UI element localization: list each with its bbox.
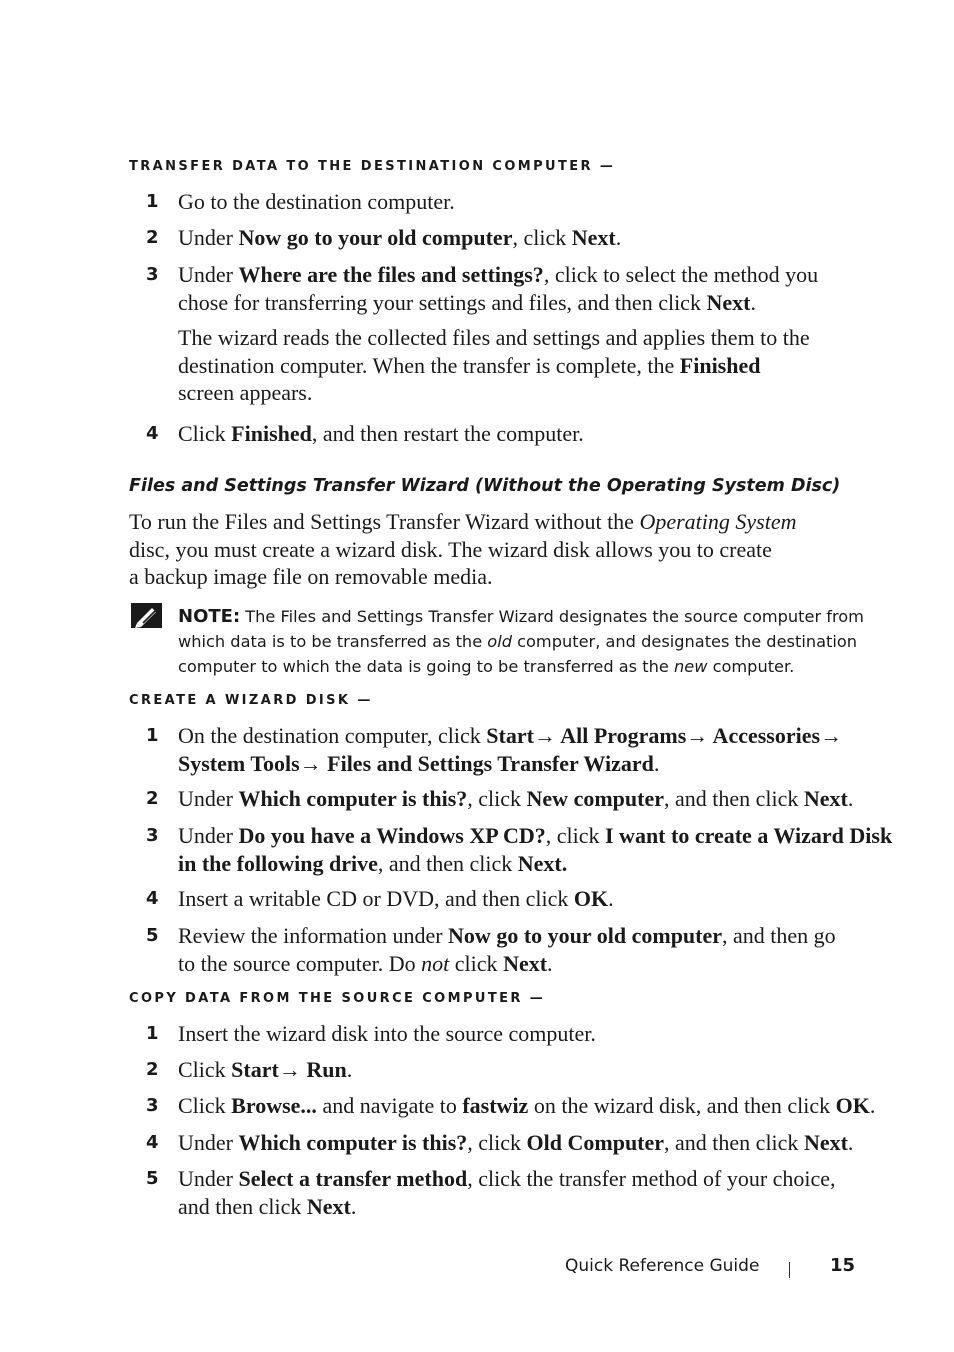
bold-run: OK: [573, 886, 609, 911]
bold-run: Now go to your old computer: [448, 923, 723, 948]
text-run: The wizard reads the collected files and settings and applies them to the: [178, 325, 810, 350]
text-run: click: [449, 950, 504, 976]
text-run: .: [350, 1193, 357, 1219]
bold-run: Next: [803, 786, 848, 811]
bold-run: I want to create a Wizard Disk: [605, 823, 893, 848]
text-run: .: [847, 1130, 854, 1155]
text-run: Click: [178, 421, 232, 446]
text-run: Click: [178, 1057, 232, 1082]
step-number: 3: [146, 1095, 159, 1116]
bold-run: Select a transfer method: [238, 1166, 468, 1191]
step-text: [178, 1092, 876, 1120]
text-run: To run the Files and Settings Transfer Wizard without the: [129, 509, 640, 534]
bold-run: Browse...: [231, 1093, 317, 1118]
note-line-3: [178, 654, 868, 679]
step-text: [178, 1056, 868, 1084]
text-line: [178, 1165, 868, 1193]
step-number: 3: [146, 264, 159, 285]
text-line: [129, 563, 869, 591]
text-run: .: [869, 1093, 876, 1118]
text-line: [129, 536, 869, 564]
text-run: screen appears.: [178, 380, 313, 405]
bold-run: Start→ Run: [231, 1057, 347, 1082]
text-run: .: [847, 786, 854, 811]
text-run: Under: [178, 823, 239, 848]
step-detail-text: [178, 324, 868, 407]
text-run: Click: [178, 1093, 232, 1118]
text-line: [178, 324, 868, 352]
text-run: disc, you must create a wizard disk. The wizard disk allows you to create: [129, 536, 772, 562]
text-run: .: [346, 1057, 353, 1082]
text-line: [178, 1020, 868, 1048]
text-line: [178, 722, 868, 750]
text-run: Go to the destination computer.: [178, 189, 455, 214]
bold-run: Start→ All Programs→ Accessories→: [486, 723, 843, 748]
text-run: to the source computer. Do: [178, 950, 422, 976]
text-run: computer to which the data is going to be transferred as the: [178, 657, 674, 676]
italic-run: old: [487, 632, 512, 651]
step-number: 5: [146, 1168, 159, 1189]
text-run: Review the information under: [178, 923, 449, 948]
text-run: , and then click: [664, 1130, 804, 1155]
text-run: which data is to be transferred as the: [178, 632, 488, 651]
text-run: , click: [545, 823, 605, 848]
step-text: [178, 785, 868, 813]
step-text: [178, 188, 868, 216]
bold-run: Next.: [517, 850, 568, 876]
section-heading-transfer: TRANSFER DATA TO THE DESTINATION COMPUTER —: [129, 159, 616, 174]
text-run: .: [750, 289, 756, 315]
bold-run: System Tools→ Files and Settings Transfer Wizard: [178, 750, 654, 776]
bold-run: Next: [306, 1193, 351, 1219]
text-line: [178, 1056, 868, 1084]
step-number: 1: [146, 725, 159, 746]
note-pencil-icon: [130, 602, 163, 629]
text-run: computer, and designates the destination: [511, 632, 858, 651]
bold-run: fastwiz: [462, 1093, 529, 1118]
text-run: a backup image file on removable media.: [129, 564, 493, 589]
footer-page-number: 15: [830, 1255, 856, 1276]
text-line: [129, 508, 869, 536]
text-run: , and then click: [377, 850, 518, 876]
text-run: The Files and Settings Transfer Wizard designates the source computer from: [240, 607, 864, 626]
text-run: , and then go: [722, 923, 836, 948]
step-text: [178, 1165, 868, 1220]
bold-run: Next: [571, 225, 616, 250]
note-block: [178, 604, 868, 679]
text-run: on the wizard disk, and then click: [528, 1093, 836, 1118]
text-line: [178, 1129, 868, 1157]
step-text: [178, 261, 868, 316]
text-run: and navigate to: [316, 1093, 463, 1118]
step-text: [178, 885, 868, 913]
text-run: Under: [178, 225, 239, 250]
step-text: [178, 722, 868, 777]
text-run: Insert the wizard disk into the source computer.: [178, 1021, 596, 1046]
bold-run: Where are the files and settings?: [238, 262, 544, 287]
bold-run: Which computer is this?: [238, 786, 468, 811]
text-run: .: [608, 886, 614, 911]
text-line: [178, 224, 868, 252]
text-line: [178, 261, 868, 289]
subsection-heading-without-disc: Files and Settings Transfer Wizard (Without the Operating System Disc): [129, 476, 841, 496]
bold-run: Next: [706, 289, 751, 315]
italic-run: new: [673, 657, 708, 676]
text-run: , click to select the method you: [543, 262, 819, 287]
text-run: .: [615, 225, 622, 250]
step-text: [178, 1129, 868, 1157]
text-run: destination computer. When the transfer is complete, the: [178, 352, 680, 378]
step-number: 1: [146, 191, 159, 212]
step-text: [178, 822, 893, 877]
note-line-1: [178, 604, 868, 629]
step-text: [178, 224, 868, 252]
bold-run: OK: [835, 1093, 870, 1118]
note-text: [240, 607, 864, 626]
step-number: 1: [146, 1023, 159, 1044]
step-number: 4: [146, 1132, 159, 1153]
text-run: Under: [178, 262, 239, 287]
text-line: [178, 420, 868, 448]
bold-run: Old Computer: [526, 1130, 665, 1155]
step-text: [178, 922, 868, 977]
step-number: 2: [146, 227, 159, 248]
italic-run: not: [421, 950, 450, 976]
step-number: 3: [146, 825, 159, 846]
text-run: chose for transferring your settings and files, and then click: [178, 289, 707, 315]
bold-run: Which computer is this?: [238, 1130, 468, 1155]
step-number: 5: [146, 925, 159, 946]
text-line: [178, 352, 868, 380]
text-run: , click: [467, 786, 527, 811]
intro-paragraph: [129, 508, 869, 591]
text-run: Under: [178, 1166, 239, 1191]
section-heading-copy: COPY DATA FROM THE SOURCE COMPUTER —: [129, 991, 546, 1006]
text-line: [178, 785, 868, 813]
bold-run: Now go to your old computer: [238, 225, 513, 250]
text-line: [178, 289, 868, 317]
bold-run: Next: [503, 950, 548, 976]
text-line: [178, 750, 868, 778]
text-run: .: [653, 750, 660, 776]
text-run: .: [547, 950, 553, 976]
text-line: [178, 1193, 868, 1221]
step-number: 2: [146, 1059, 159, 1080]
text-line: [178, 822, 893, 850]
bold-run: New computer: [526, 786, 664, 811]
text-run: computer.: [707, 657, 795, 676]
step-text: [178, 420, 868, 448]
text-run: Under: [178, 1130, 239, 1155]
text-line: [178, 885, 868, 913]
footer-separator: [789, 1262, 790, 1278]
text-line: [178, 188, 868, 216]
text-run: , and then click: [664, 786, 804, 811]
text-run: , click: [512, 225, 572, 250]
bold-run: in the following drive: [178, 850, 378, 876]
bold-run: Next: [803, 1130, 848, 1155]
text-line: [178, 950, 868, 978]
bold-run: Do you have a Windows XP CD?: [238, 823, 546, 848]
step-number: 4: [146, 423, 159, 444]
text-line: [178, 850, 868, 878]
text-run: Insert a writable CD or DVD, and then click: [178, 886, 574, 911]
text-line: [178, 1092, 876, 1120]
text-line: [178, 379, 868, 407]
step-number: 2: [146, 788, 159, 809]
bold-run: Finished: [231, 421, 312, 446]
note-label: NOTE:: [178, 606, 241, 627]
text-run: , click the transfer method of your choice,: [467, 1166, 836, 1191]
section-heading-wizard-disk: CREATE A WIZARD DISK —: [129, 693, 373, 708]
text-run: Under: [178, 786, 239, 811]
text-run: , click: [467, 1130, 527, 1155]
step-number: 4: [146, 888, 159, 909]
text-run: On the destination computer, click: [178, 723, 487, 748]
text-line: [178, 922, 868, 950]
italic-run: Operating System: [639, 509, 797, 534]
note-line-2: [178, 629, 868, 654]
bold-run: Finished: [679, 352, 761, 378]
footer-guide-title: Quick Reference Guide: [565, 1256, 760, 1276]
text-run: , and then restart the computer.: [311, 421, 584, 446]
step-text: [178, 1020, 868, 1048]
text-run: and then click: [178, 1193, 307, 1219]
